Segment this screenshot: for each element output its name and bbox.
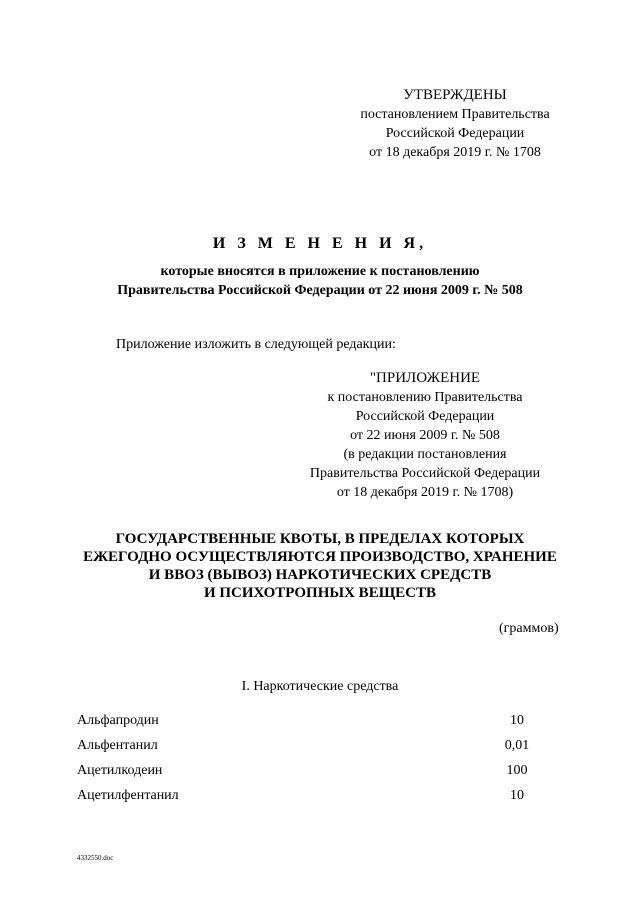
appendix-line: от 22 июня 2009 г. № 508 <box>350 428 500 443</box>
quota-value: 100 <box>506 763 528 778</box>
approval-line: постановлением Правительства <box>360 107 550 122</box>
units-label: (граммов) <box>499 621 559 636</box>
quota-substance-name: Ацетилкодеин <box>77 763 163 778</box>
quota-row <box>77 738 547 763</box>
quota-value: 10 <box>510 713 524 728</box>
quota-substance-name: Ацетилфентанил <box>77 788 179 803</box>
changes-title: И З М Е Н Е Н И Я, <box>212 235 428 252</box>
quota-value: 0,01 <box>504 738 530 753</box>
main-heading-line: ЕЖЕГОДНО ОСУЩЕСТВЛЯЮТСЯ ПРОИЗВОДСТВО, ХРАНЕНИЕ <box>83 549 557 565</box>
document-filename: 4332550.doc <box>77 854 114 862</box>
quota-value: 10 <box>510 788 524 803</box>
quota-row <box>77 713 547 738</box>
changes-subtitle <box>0 262 640 300</box>
appendix-line: Правительства Российской Федерации <box>309 466 541 481</box>
quota-table <box>77 713 547 813</box>
main-heading <box>0 530 640 602</box>
quota-row <box>77 763 547 788</box>
appendix-heading: "ПРИЛОЖЕНИЕ <box>369 370 481 386</box>
quota-substance-name: Альфапродин <box>77 713 159 728</box>
approval-block <box>335 86 575 162</box>
section-title: I. Наркотические средства <box>241 679 399 694</box>
main-heading-line: И ПСИХОТРОПНЫХ ВЕЩЕСТВ <box>203 585 437 601</box>
appendix-line: Российской Федерации <box>355 409 495 424</box>
appendix-block <box>295 369 555 502</box>
appendix-line: от 18 декабря 2019 г. № 1708) <box>336 485 514 500</box>
approval-line: от 18 декабря 2019 г. № 1708 <box>369 145 541 160</box>
changes-subtitle-line: Правительства Российской Федерации от 22 июня 2009 г. № 508 <box>117 283 523 298</box>
quota-substance-name: Альфентанил <box>77 738 158 753</box>
appendix-line: (в редакции постановления <box>343 447 507 462</box>
appendix-line: к постановлению Правительства <box>327 390 523 405</box>
quota-row <box>77 788 547 813</box>
changes-subtitle-line: которые вносятся в приложение к постановлению <box>160 264 480 279</box>
approval-heading: УТВЕРЖДЕНЫ <box>403 87 507 103</box>
main-heading-line: И ВВОЗ (ВЫВОЗ) НАРКОТИЧЕСКИХ СРЕДСТВ <box>148 567 492 583</box>
intro-text: Приложение изложить в следующей редакции: <box>116 337 396 352</box>
approval-line: Российской Федерации <box>385 126 525 141</box>
main-heading-line: ГОСУДАРСТВЕННЫЕ КВОТЫ, В ПРЕДЕЛАХ КОТОРЫХ <box>115 531 525 547</box>
